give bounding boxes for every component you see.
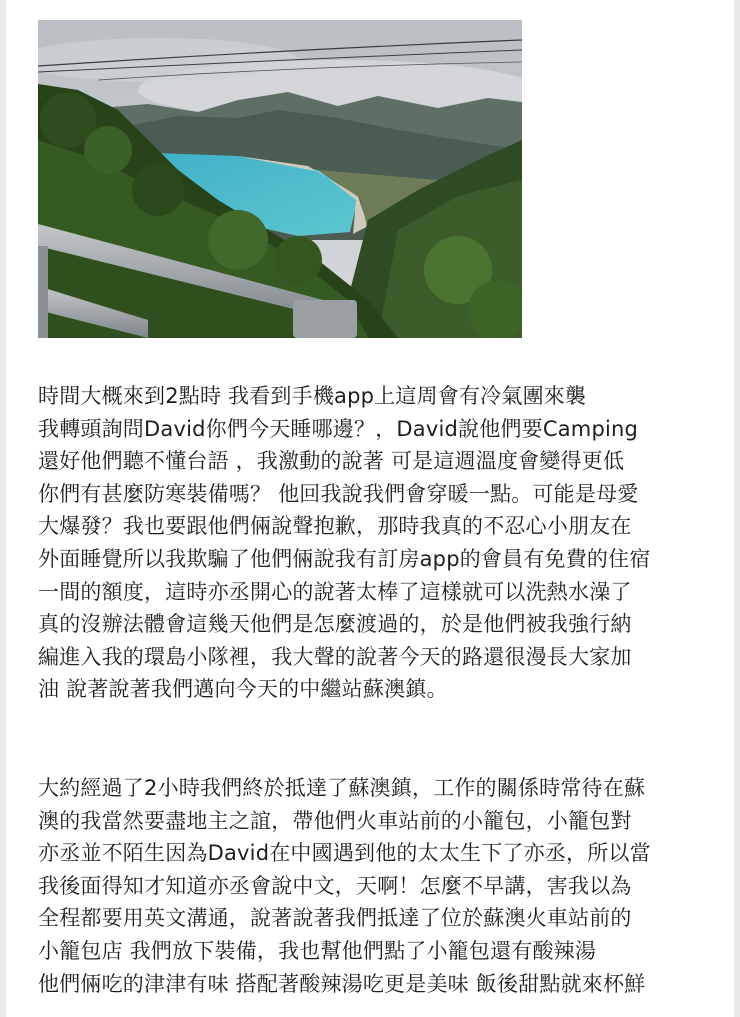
text-line: 亦丞並不陌生因為David在中國遇到他的太太生下了亦丞，所以當 (38, 841, 651, 866)
text-line: 小籠包店 我們放下裝備，我也幫他們點了小籠包還有酸辣湯 (38, 938, 597, 963)
text-line: 我後面得知才知道亦丞會說中文，天啊！怎麼不早講，害我以為 (38, 873, 632, 898)
text-line: 還好他們聽不懂台語 ，我激動的說著 可是這週溫度會變得更低 (38, 449, 625, 474)
text-line: 我轉頭詢問David你們今天睡哪邊？，David說他們要Camping (38, 416, 639, 441)
text-line: 編進入我的環島小隊裡，我大聲的說著今天的路還很漫長大家加 (38, 644, 632, 669)
coastal-mountain-photo[interactable] (38, 20, 522, 338)
story-paragraph-2 (38, 772, 722, 1000)
text-line: 澳的我當然要盡地主之誼，帶他們火車站前的小籠包，小籠包對 (38, 808, 632, 833)
text-line: 大約經過了2小時我們終於抵達了蘇澳鎮，工作的關係時常待在蘇 (38, 776, 646, 800)
article-page (6, 0, 734, 1017)
text-line: 他們倆吃的津津有味 搭配著酸辣湯吃更是美味 飯後甜點就來杯鮮 (38, 971, 646, 996)
text-line: 你們有甚麼防寒裝備嗎？ 他回我說我們會穿暖一點。可能是母愛 (38, 481, 639, 506)
text-line: 真的沒辦法體會這幾天他們是怎麼渡過的，於是他們被我強行納 (38, 612, 632, 637)
text-line: 時間大概來到2點時 我看到手機app上這周會有冷氣團來襲 (38, 384, 587, 408)
text-line: 全程都要用英文溝通，說著說著我們抵達了位於蘇澳火車站前的 (38, 906, 632, 931)
photo-illustration (38, 20, 522, 338)
text-line: 外面睡覺所以我欺騙了他們倆說我有訂房app的會員有免費的住宿 (38, 546, 651, 571)
text-line: 油 說著說著我們邁向今天的中繼站蘇澳鎮。 (38, 677, 448, 702)
story-paragraph-1 (38, 380, 722, 706)
text-line: 大爆發？我也要跟他們倆說聲抱歉，那時我真的不忍心小朋友在 (38, 514, 632, 539)
text-line: 一間的額度，這時亦丞開心的說著太棒了這樣就可以洗熱水澡了 (38, 579, 632, 604)
